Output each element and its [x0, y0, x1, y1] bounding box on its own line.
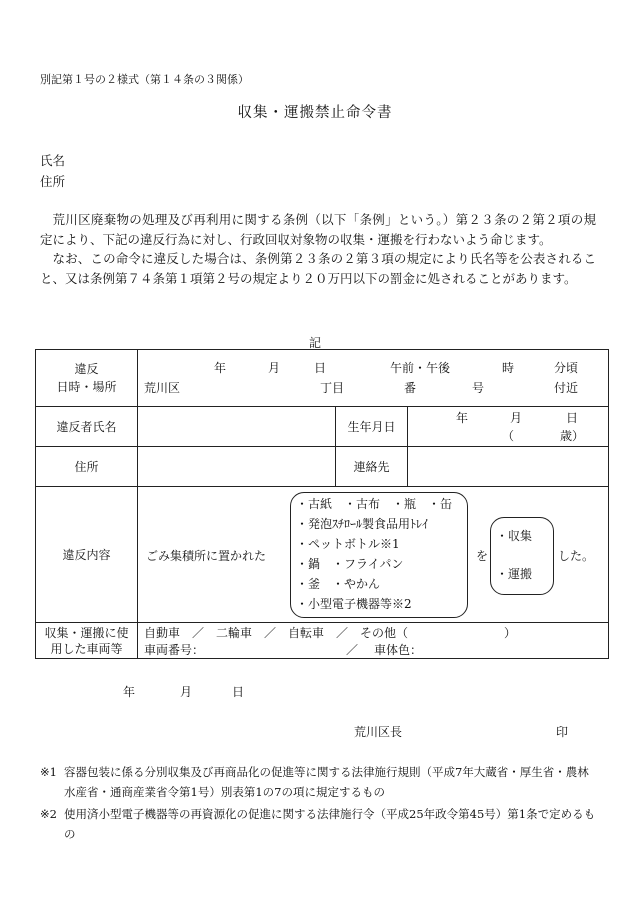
item-option[interactable]: ・発泡ｽﾁﾛｰﾙ製食品用ﾄﾚｲ: [296, 517, 429, 531]
label-line: 日時・場所: [56, 380, 117, 394]
row-vehicle: [36, 623, 609, 659]
issue-month-text: 月: [180, 685, 193, 699]
address-label: 住所: [40, 174, 66, 189]
contact-field[interactable]: [408, 447, 609, 487]
action-option-collect[interactable]: ・収集: [496, 529, 533, 543]
year-text: 年: [214, 361, 227, 375]
form-reference: 別記第１号の２様式（第１４条の３関係）: [40, 73, 249, 86]
footnote-1: [40, 763, 596, 802]
footnote-text: 容器包装に係る分別収集及び再商品化の促進等に関する法律施行規則（平成7年大蔵省・厚生省・農林水産省・通商産業省令第1号）別表第1の7の項に規定するもの: [64, 765, 589, 799]
footnote-mark: ※2: [40, 807, 57, 821]
address-field[interactable]: [138, 447, 336, 487]
plate-number-label: 車両番号：: [144, 643, 205, 657]
violation-content-field[interactable]: [138, 487, 609, 623]
ampm-text: 午前・午後: [390, 361, 451, 375]
slash-separator: ／: [346, 643, 359, 657]
item-option[interactable]: ・鍋 ・フライパン: [296, 557, 404, 571]
go-text: 号: [472, 381, 485, 395]
contact-label: 連絡先: [336, 447, 408, 487]
violator-name-field[interactable]: [138, 407, 336, 447]
birthdate-field[interactable]: [408, 407, 609, 447]
body-color-label: 車体色：: [374, 643, 423, 657]
violation-table: [35, 349, 609, 659]
wo-text: を: [476, 549, 489, 563]
placed-text: ごみ集積所に置かれた: [146, 549, 267, 563]
name-label: 氏名: [40, 153, 66, 168]
item-option[interactable]: ・古紙 ・古布 ・瓶 ・缶: [296, 497, 453, 511]
ward-text: 荒川区: [144, 381, 181, 395]
birth-day-text: 日: [566, 411, 579, 425]
vehicle-field[interactable]: [138, 623, 609, 659]
day-text: 日: [314, 361, 327, 375]
age-text: 歳）: [560, 429, 585, 443]
vehicle-label: [36, 623, 138, 659]
issue-year-text: 年: [123, 685, 136, 699]
action-option-transport[interactable]: ・運搬: [496, 567, 533, 581]
age-open-paren: （: [502, 429, 515, 443]
violation-content-label: 違反内容: [36, 487, 138, 623]
birth-year-text: 年: [456, 411, 469, 425]
row-violation-content: [36, 487, 609, 623]
vehicle-types-text: 自動車 ／ 二輪車 ／ 自転車 ／ その他（ ）: [144, 626, 517, 640]
mayor-title: 荒川区長: [354, 725, 403, 739]
row-address: [36, 447, 609, 487]
address-row-label: 住所: [36, 447, 138, 487]
item-option[interactable]: ・小型電子機器等※2: [296, 597, 412, 611]
document-title: 収集・運搬禁止命令書: [237, 105, 393, 121]
footnote-mark: ※1: [40, 765, 57, 779]
fukin-text: 付近: [554, 381, 579, 395]
footnote-2: [40, 805, 596, 844]
shita-text: した。: [558, 549, 595, 563]
month-text: 月: [268, 361, 281, 375]
item-option[interactable]: ・釜 ・やかん: [296, 577, 381, 591]
violator-name-label: 違反者氏名: [36, 407, 138, 447]
label-line: 違反: [74, 362, 99, 376]
footnote-text: 使用済小型電子機器等の再資源化の促進に関する法律施行令（平成25年政令第45号）第1条で定めるもの: [64, 807, 596, 841]
item-option[interactable]: ・ペットボトル※1: [296, 537, 400, 551]
chome-text: 丁目: [320, 381, 345, 395]
label-line: 用した車両等: [50, 641, 123, 656]
issue-day-text: 日: [232, 685, 245, 699]
seal-mark: 印: [556, 725, 569, 739]
hour-text: 時: [502, 361, 515, 375]
ban-text: 番: [404, 381, 417, 395]
datetime-place-label: [36, 350, 138, 407]
minute-text: 分頃: [554, 361, 579, 375]
ki-heading: 記: [308, 336, 321, 350]
label-line: 収集・運搬に使: [44, 625, 129, 640]
datetime-place-field[interactable]: [138, 350, 609, 407]
row-datetime-place: [36, 350, 609, 407]
birthdate-label: 生年月日: [336, 407, 408, 447]
order-paragraph-2: なお、この命令に違反した場合は、条例第２３条の２第３項の規定により氏名等を公表されること、又は条例第７４条第１項第２号の規定より２０万円以下の罰金に処されることがあります。: [40, 251, 596, 286]
order-body: [40, 210, 596, 288]
row-violator-name: [36, 407, 609, 447]
order-paragraph-1: 荒川区廃棄物の処理及び再利用に関する条例（以下「条例」という。）第２３条の２第２項の規定により、下記の違反行為に対し、行政回収対象物の収集・運搬を行わないよう命じます。: [40, 212, 596, 247]
birth-month-text: 月: [510, 411, 523, 425]
